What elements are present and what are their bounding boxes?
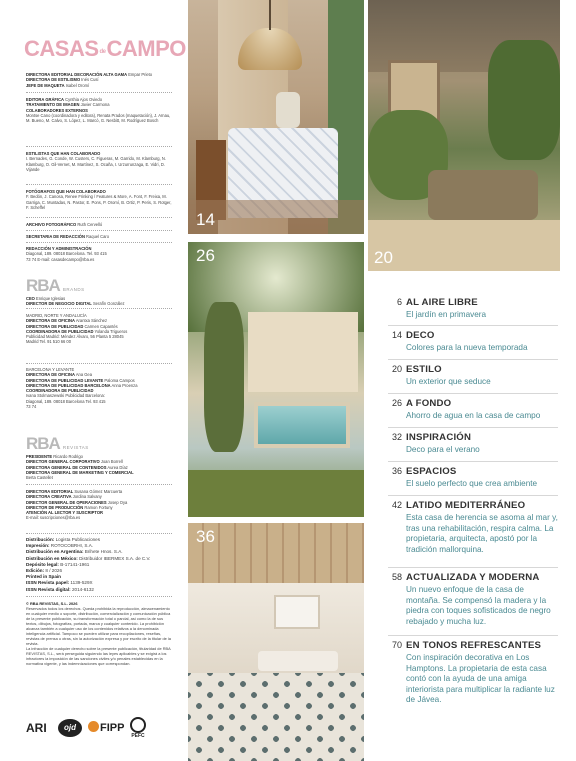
credit-name: 2014-6132: [70, 586, 94, 592]
barcelona-text: Ivana Stolmaszewski Publicidad Barcelona: Diagonal, 189. 08018 Barcelona Tel. 93 415 73 74: [26, 393, 106, 410]
credits-block-madrid: [26, 313, 174, 345]
toc-description: El jardín en primavera: [406, 310, 487, 319]
credit-name: Inés Cusí: [80, 77, 99, 83]
credit-role: DIRECTOR GENERAL DE OPERACIONES: [26, 499, 107, 505]
toc-page-number: 32: [391, 432, 402, 442]
credit-line: [26, 234, 174, 239]
toc-description: Ahorro de agua en la casa de campo: [406, 411, 541, 420]
credits-block-graphics: [26, 97, 174, 123]
credit-name: Ricardo Rodrigo: [52, 454, 83, 459]
photographers-title: FOTÓGRAFOS QUE HAN COLABORADO: [26, 189, 106, 194]
credit-name: Josep Oya: [106, 499, 128, 505]
credit-name: Joan Borrell: [99, 459, 123, 465]
ojd-logo: ojd: [58, 719, 82, 737]
subscriber-email: E-mail: suscripciones@rba.es: [26, 515, 81, 521]
credits-block-presidency: [26, 454, 174, 480]
collaborators-text: Montse Cano (coordinadora y editora), Renata Prados (maquetación), J. Arnau, M. Bueno, M. Calvo, S. López, L. Marcó, G. Nesbitt, M. Rodríguez Bosch: [26, 112, 171, 124]
toc-title: INSPIRACIÓN: [406, 432, 472, 443]
patterned-floor: [188, 673, 364, 761]
divider: [26, 363, 172, 364]
toc-description: Un nuevo enfoque de la casa de montaña. Se compensó la madera y la piedra con toques sofisticados de negro rebajado y mucha luz.: [406, 585, 551, 626]
credit-name: Raquel Caro: [84, 234, 110, 239]
toc-page-number: 58: [391, 572, 402, 582]
toc-title: ESPACIOS: [406, 466, 457, 477]
credit-role: Depósito legal:: [26, 561, 59, 567]
magazine-logo: [24, 36, 186, 62]
divider: [26, 92, 172, 93]
credit-role: DIRECTOR GENERAL CORPORATIVO: [26, 459, 100, 465]
credit-line: [26, 83, 174, 88]
divider: [26, 230, 172, 231]
toc-page-number: 14: [391, 330, 402, 340]
logo-campo: CAMPO: [106, 36, 186, 61]
toc-title: ACTUALIZADA Y MODERNA: [406, 572, 540, 583]
toc-divider: [388, 635, 558, 636]
toc-divider: [388, 567, 558, 568]
toc-divider: [388, 461, 558, 462]
credit-line: [26, 587, 174, 593]
photo-terrace: [368, 0, 560, 271]
credit-name: Yolanda Trigueros: [93, 328, 128, 334]
credit-name: Aurea Díaz: [106, 464, 128, 470]
ari-logo: ARI: [26, 721, 47, 735]
credit-name: Javier Carmona: [79, 102, 110, 108]
toc-divider: [388, 427, 558, 428]
credit-role: DIRECTORA DE OFICINA: [26, 318, 75, 324]
credit-role: Distribución:: [26, 537, 55, 542]
credit-name: Distribuidor IBERMEX S.A. de C.V.: [77, 555, 151, 561]
toc-description: Colores para la nueva temporada: [406, 343, 528, 352]
credit-name: Carmen Capantés: [83, 323, 118, 329]
toc-title: A FONDO: [406, 398, 452, 409]
credits-block-archive: [26, 222, 174, 227]
credits-block-barcelona: [26, 367, 174, 409]
photographers-text: F. Bedón, J. Canosa, Renee Frinking / Features & More, A. Font, F. Freixa, M. Garriga, C. Muntadas, N. Pastor, E. Pons, P. Oromí, B. Ortiz, P. Peris, S. Rotger, F. Scheffel: [26, 194, 172, 210]
photo-tiled-room: [188, 523, 364, 761]
credit-role: DIRECTORA CREATIVA: [26, 494, 72, 500]
credits-block-distribution: [26, 537, 174, 593]
pool: [254, 402, 350, 448]
photo-page-number: 36: [196, 527, 215, 546]
toc-divider: [388, 359, 558, 360]
credit-name: Paloma Campos: [103, 377, 135, 383]
madrid-title: MADRID, NORTE Y ANDALUCÍA: [26, 313, 87, 318]
credit-line: [26, 222, 174, 227]
credit-role: EDITORA GRÁFICA: [26, 97, 64, 102]
credit-role: ISSN Revista papel:: [26, 580, 70, 586]
credit-name: Brihete Hnos. S.A.: [83, 549, 123, 555]
copyright-text-2: La infracción de cualquier derecho sobre la presente publicación, titularidad de RBA REVISTAS, S.L., será perseguida siguiendo las leyes aplicables y se exigirá a los infractores la imposición de las sanciones civiles y/o penales establecidas en la normativa vigente, y las indemnizaciones que correspondan.: [26, 646, 171, 666]
credit-role: TRATAMIENTO DE IMAGEN: [26, 102, 80, 108]
barcelona-title: BARCELONA Y LEVANTE: [26, 367, 75, 372]
photo-dining-room: [188, 0, 364, 234]
toc-description: Esta casa de herencia se asoma al mar y, tras una rehabilitación, respira calma. La propietaria, arquitecta, apostó por la tradición mallorquina.: [406, 513, 558, 554]
toc-page-number: 26: [391, 398, 402, 408]
credit-role: COORDINADORA DE PUBLICIDAD: [26, 388, 94, 394]
credit-name: Ruth Cervelló: [76, 222, 103, 227]
credit-role: Printed in Spain: [26, 574, 61, 580]
divider: [26, 217, 172, 218]
credit-name: 1139-529X: [69, 580, 93, 586]
credit-role: JEFE DE MAQUETA: [26, 82, 65, 88]
credit-role: DIRECTORA EDITORIAL DECORACIÓN ALTA GAMA: [26, 72, 128, 77]
credit-name: Enrique Iglesias: [34, 296, 66, 301]
credit-role: CEO: [26, 296, 35, 301]
fipp-logo: FIPP: [88, 721, 124, 734]
credit-role: DIRECTORA DE OFICINA: [26, 372, 75, 378]
toc-title: DECO: [406, 330, 435, 341]
toc-divider: [388, 393, 558, 394]
copyright-title: © RBA REVISTAS, S.L. 2026: [26, 601, 78, 606]
divider: [26, 596, 172, 597]
credits-block-copyright: [26, 601, 174, 666]
toc-title: LATIDO MEDITERRÁNEO: [406, 500, 526, 511]
credits-block-photographers: [26, 189, 174, 210]
credit-name: Arantxa Sánchez: [74, 318, 107, 324]
credit-name: 8 / 2026: [44, 568, 63, 574]
credits-block-editorial: [26, 72, 174, 88]
toc-page-number: 42: [391, 500, 402, 510]
logo-casas: CASAS: [24, 36, 99, 61]
credit-name: Anna Proenza: [110, 382, 138, 388]
photo-pool-garden: [188, 242, 364, 517]
credit-name: Ramon Fortuny: [83, 504, 113, 510]
credit-role: DIRECTORA DE PUBLICIDAD BARCELONA: [26, 382, 111, 388]
toc-divider: [388, 495, 558, 496]
credit-name: Susana Gómez Marcuerta: [73, 489, 123, 494]
credits-block-direction: [26, 489, 174, 521]
pefc-logo: PEFC: [128, 717, 148, 745]
toc-title: EN TONOS REFRESCANTES: [406, 640, 542, 651]
credit-role: DIRECTORA DE PUBLICIDAD LEVANTE: [26, 377, 104, 383]
credits-block-address: [26, 246, 174, 262]
rba-brands-logo: RBA BRANDS: [26, 276, 85, 295]
divider: [26, 146, 172, 147]
toc-title: ESTILO: [406, 364, 442, 375]
divider: [26, 184, 172, 185]
credits-block-ceo: [26, 296, 174, 307]
credit-role: COORDINADORA DE PUBLICIDAD: [26, 328, 94, 334]
madrid-text: Publicidad Madrid: Méndez Álvaro, 56 Planta 5 28045 Madrid Tel. 91 510 66 00: [26, 334, 124, 345]
credits-block-secretary: [26, 234, 174, 239]
credit-role: DIRECTORA GENERAL DE CONTENIDOS: [26, 464, 107, 470]
toc-description: Con inspiración decorativa en Los Hamptons. La propietaria de esta casa contó con la ayuda de una amiga interiorista para multiplicar la radiante luz de Jávea.: [406, 653, 555, 705]
credit-name: Jordina Salvany: [71, 494, 102, 500]
address-text: Diagonal, 189. 08018 Barcelona. Tel. 93 415 73 74 E-mail: casasdecampo@rba.es: [26, 251, 107, 262]
credit-role: ATENCIÓN AL LECTOR Y SUSCRIPTOR: [26, 510, 103, 516]
toc-page-number: 70: [391, 640, 402, 650]
credit-name: Ana Gea: [74, 372, 92, 378]
credit-role: DIRECTORA GENERAL DE MARKETING Y COMERCIAL: [26, 469, 134, 475]
credit-line: [26, 301, 174, 306]
credit-role: DIRECTORA EDITORIAL: [26, 489, 74, 494]
toc-page-number: 36: [391, 466, 402, 476]
rba-revistas-logo: RBA REVISTAS: [26, 434, 89, 453]
logo-de: de: [99, 48, 106, 55]
credit-role: COLABORADORES EXTERNOS: [26, 107, 88, 113]
credit-role: PRESIDENTE: [26, 454, 53, 459]
credits-block-stylists: [26, 151, 174, 172]
divider: [26, 484, 172, 485]
credit-role: Impresión:: [26, 543, 50, 549]
credit-name: Logista Publicaciones: [54, 537, 101, 542]
credit-role: SECRETARIA DE REDACCIÓN: [26, 234, 85, 239]
credit-name: ROTOCOBRHI, S.A.: [49, 543, 94, 549]
photo-page-number: 20: [374, 248, 393, 267]
toc-title: AL AIRE LIBRE: [406, 297, 478, 308]
credit-name: Empar Prieto: [127, 72, 153, 77]
credit-role: ISSN Revista digital:: [26, 586, 71, 592]
toc-page-number: 20: [391, 364, 402, 374]
divider: [26, 242, 172, 243]
credit-role: DIRECTOR DE NEGOCIO DIGITAL: [26, 301, 92, 307]
toc-page-number: 6: [396, 297, 402, 307]
marketing-name: Berta Castellet: [26, 475, 53, 481]
address-title: REDACCIÓN Y ADMINISTRACIÓN: [26, 246, 92, 251]
toc-description: Deco para el verano: [406, 445, 480, 454]
photo-page-number: 14: [196, 210, 215, 229]
credit-role: DIRECTORA DE PUBLICIDAD: [26, 323, 84, 329]
toc-divider: [388, 325, 558, 326]
credit-role: Distribución en México:: [26, 555, 78, 561]
divider: [26, 533, 172, 534]
credit-role: DIRECTOR DE PRODUCCIÓN: [26, 504, 84, 510]
credit-role: Edición:: [26, 568, 45, 574]
copyright-text: Reservados todos los derechos. Queda prohibida la reproducción, almacenamiento en cualquier medio o soporte, distribución, comercialización y comunicación pública de la presente publicación, su transformación total o parcial, así como la de sus textos, dibujos, fotografías, portada, marca y cualquier contenido. La prohibición alcanza también a cualquier uso de los contenidos relativos a la denominada inteligencia artificial. Tampoco se pueden utilizar para recopilaciones, reseñas, revistas de prensa u otras, sin la autorización expresa y por escrito de la titular de la revista.: [26, 606, 171, 646]
credit-name: Cynthia Ajos Oviedo: [63, 97, 102, 102]
partner-logos: [26, 717, 176, 747]
divider: [26, 308, 172, 309]
credit-role: Distribución en Argentina:: [26, 549, 84, 555]
stylists-text: I. Bernades, G. Conde, W. Custers, C. Figueras, M. Garrido, M. Klamburg, N. Klamburg, O. Gil-Vernet, M. Martínez, S. Ocaña, I. Urzurrunzaga, E. Vidri, D. Vijande: [26, 156, 166, 172]
credit-role: DIRECTORA DE ESTILISMO: [26, 77, 81, 83]
credit-role: ARCHIVO FOTOGRÁFICO: [26, 222, 77, 227]
credit-name: Isabel Oromí: [64, 82, 90, 88]
toc-description: El suelo perfecto que crea ambiente: [406, 479, 538, 488]
stylists-title: ESTILISTAS QUE HAN COLABORADO: [26, 151, 101, 156]
toc-description: Un exterior que seduce: [406, 377, 491, 386]
credit-name: B-17141-1961: [58, 561, 90, 567]
credit-name: Serafín González: [91, 301, 125, 307]
photo-page-number: 26: [196, 246, 215, 265]
